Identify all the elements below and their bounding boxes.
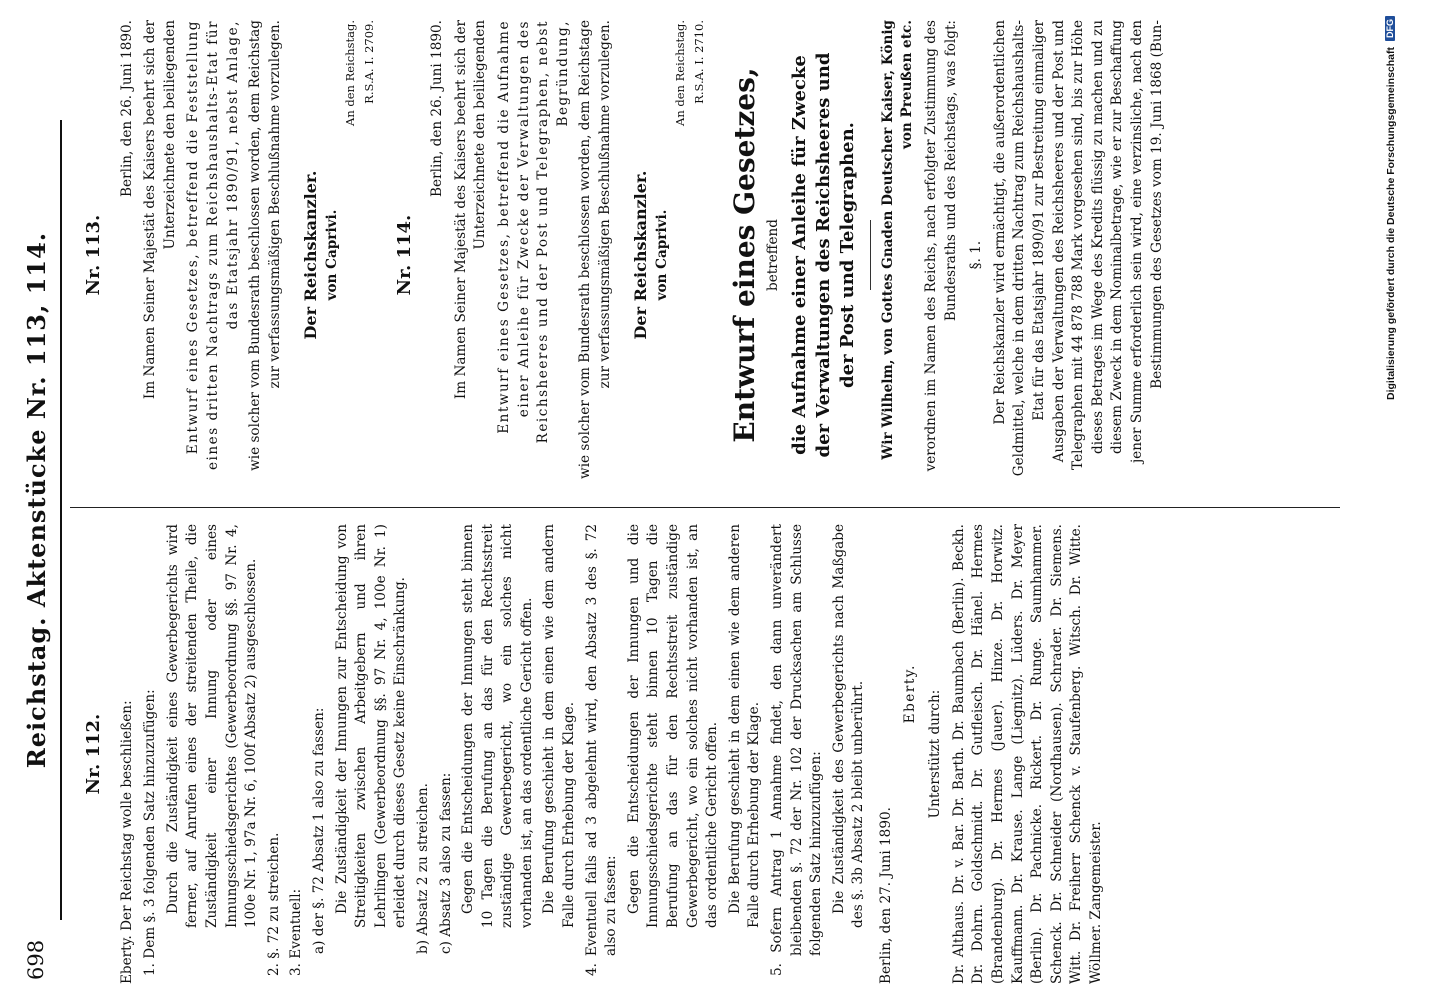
signer-name: Eberty.: [901, 664, 918, 724]
left-column: [76, 524, 1111, 984]
nr113-reference: R.S.A. I. 2709.: [361, 20, 376, 104]
item-1-body: Durch die Zuständigkeit eines Gewerbegerichts wird ferner, auf Anrufen eines der streitenden Theile, die Zuständigkeit einer Innung oder eines Innungsschiedsgerichtes (Gewerbeordnung §§. 97 Nr. 4, 100e Nr. 1, 97a Nr. 6, 100f Absatz 2) ausgeschlossen.: [164, 524, 260, 928]
nr113-addressee: An den Reichstag.: [342, 20, 357, 126]
item-3b: b) Absatz 2 zu streichen.: [414, 783, 431, 954]
item-2: 2. §. 72 zu streichen.: [265, 832, 282, 976]
nr113-date: Berlin, den 26. Juni 1890.: [118, 20, 135, 197]
item-4-body-1: Gegen die Entscheidungen der Innungen und die Innungsschiedsgerichte steht binnen 10 Tagen die Berufung an das für den Rechtsstreit zuständige Gewerbegericht, wo ein solches nicht vorhanden ist, an das ordentliche Gericht offen.: [625, 524, 721, 928]
date-line: Berlin, den 27. Juni 1890.: [877, 807, 894, 984]
page-header: [0, 0, 64, 1000]
nr113-closing: wie solcher vom Bundesrath beschlossen worden, dem Reichstag zur verfassungsmäßigen Beschlußnahme vorzulegen.: [247, 20, 283, 471]
supporters-list: Dr. Althaus. Dr. v. Bar. Dr. Barth. Dr. Baumbach (Berlin). Beckh. Dr. Dohrn. Goldschmidt. Dr. Gutfleisch. Dr. Hänel. Hermes (Brandenburg). Dr. Hermes (Jauer). Hinze. Dr. Horwitz. Kauffmann. Dr. Krause. Lange (Liegnitz). Lüders. Dr. Meyer (Berlin). Dr. Pachnicke. Rickert. Dr. Runge. Saumhammer. Schenck. Dr. Schneider (Nordhausen). Schrader. Dr. Siemens. Witt. Dr. Freiherr Schenck v. Staufenberg. Witsch. Dr. Witte. Wöllmer. Zangemeister.: [950, 524, 1104, 984]
item-5: 5. Sofern Antrag 1 Annahme findet, den dann unverändert bleibenden §. 72 der Nr. 102 der Drucksachen am Schlusse folgenden Satz hinzuzufügen:: [769, 524, 825, 976]
preamble-text: verordnen im Namen des Reichs, nach erfolgter Zustimmung des Bundesraths und des Reichstags, was folgt:: [923, 20, 959, 472]
nr114-reference: R.S.A. I. 2710.: [691, 20, 706, 104]
nr114-addressee: An den Reichstag.: [672, 20, 687, 126]
item-5-body: Die Zuständigkeit des Gewerbegerichts nach Maßgabe des §. 3b Absatz 2 bleibt unberührt.: [830, 524, 867, 928]
running-title: Reichstag. Aktenstücke Nr. 113, 114.: [22, 231, 51, 769]
item-3c-body-2: Die Berufung geschieht in dem einen wie dem andern Falle durch Erhebung der Klage.: [541, 524, 578, 928]
nr112-heading: Nr. 112.: [83, 713, 104, 795]
nr114-heading: Nr. 114.: [393, 214, 415, 296]
nr113-signature-title: Der Reichskanzler.: [301, 170, 321, 340]
item-1: 1. Dem §. 3 folgenden Satz hinzuzufügen:: [142, 689, 159, 976]
nr114-closing: wie solcher vom Bundesrath beschlossen worden, dem Reichstage zur verfassungsmäßigen Beschlußnahme vorzulegen.: [577, 20, 613, 479]
item-3: 3. Eventuell:: [288, 888, 305, 976]
nr114-date: Berlin, den 26. Juni 1890.: [429, 20, 446, 197]
draft-law-subject: die Aufnahme einer Anleihe für Zwecke der Verwaltungen des Reichsheeres und der Post und Telegraphen.: [788, 52, 858, 458]
nr114-signature-name: von Caprivi.: [654, 209, 671, 301]
item-3a: a) der §. 72 Absatz 1 also zu fassen:: [310, 707, 327, 954]
nr113-document-title: Entwurf eines Gesetzes, betreffend die Feststellung eines dritten Nachtrags zum Reichshaushalts-Etat für das Etatsjahr 1890/91, nebst Anlage,: [185, 19, 241, 470]
paragraph-1-text: Der Reichskanzler wird ermächtigt, die außerordentlichen Geldmittel, welche in dem dritten Nachtrag zum Reichshaushalts-Etat für das Etatsjahr 1890/91 zur Bestreitung einmaliger Ausgaben der Verwaltungen des Reichsheeres und der Post und Telegraphen mit 44 878 788 Mark vorgesehen sind, bis zur Höhe dieses Betrages im Wege des Kredits flüssig zu machen und zu diesem Zweck in dem Nominalbetrage, wie er zur Beschaffung jener Summe erforderlich sein wird, eine verzinsliche, nach den Bestimmungen des Gesetzes vom 19. Juni 1868 (Bun-: [991, 20, 1165, 477]
digitization-note-text: Digitalisierung gefördert durch die Deutsche Forschungsgemeinschaft: [1385, 47, 1397, 400]
page-number: 698: [24, 939, 48, 980]
header-rule: [60, 120, 62, 920]
digitization-note: [1385, 16, 1397, 986]
nr113-signature-name: von Caprivi.: [323, 209, 340, 301]
paragraph-1-heading: §. 1.: [968, 240, 985, 270]
column-divider: [70, 507, 1340, 508]
item-4-body-2: Die Berufung geschieht in dem einen wie dem anderen Falle durch Erhebung der Klage.: [726, 524, 763, 928]
nr114-document-title: Entwurf eines Gesetzes, betreffend die Aufnahme einer Anleihe für Zwecke der Verwaltungen des Reichsheeres und der Post und Telegraphen, nebst Begründung,: [495, 20, 571, 444]
supported-by-label: Unterstützt durch:: [927, 689, 944, 819]
nr114-intro: Im Namen Seiner Majestät des Kaisers beehrt sich der Unterzeichnete den beiliegenden: [452, 20, 489, 400]
nr113-intro: Im Namen Seiner Majestät des Kaisers beehrt sich der Unterzeichnete den beiliegenden: [142, 20, 178, 400]
item-3c-body-1: Gegen die Entscheidungen der Innungen steht binnen 10 Tagen die Berufung an das für den Rechtsstreit zuständige Gewerbegericht, wo ein solches nicht vorhanden ist, an das ordentliche Gericht offen.: [460, 524, 535, 928]
item-3c: c) Absatz 3 also zu fassen:: [437, 772, 454, 954]
item-3a-body: Die Zuständigkeit der Innungen zur Entscheidung von Streitigkeiten zwischen Arbeitgebern und ihren Lehrlingen (Gewerbeordnung §§. 97 Nr. 4, 100e Nr. 1) erleidet durch dieses Gesetz keine Einschränkung.: [333, 524, 409, 928]
intro-text: Eberty. Der Reichstag wolle beschließen:: [118, 700, 135, 984]
preamble-name: Wir Wilhelm, von Gottes Gnaden Deutscher Kaiser, König von Preußen etc.: [879, 20, 916, 460]
nr113-heading: Nr. 113.: [83, 214, 104, 296]
dfg-logo: DFG: [1385, 16, 1395, 41]
item-4: 4. Eventuell falls ad 3 abgelehnt wird, den Absatz 3 des §. 72 also zu fassen:: [583, 524, 620, 976]
right-column: [76, 20, 1171, 490]
nr114-signature-title: Der Reichskanzler.: [631, 170, 651, 340]
draft-betreffend: betreffend: [765, 219, 782, 291]
title-divider: [870, 220, 871, 290]
draft-law-title: Entwurf eines Gesetzes,: [727, 67, 761, 443]
